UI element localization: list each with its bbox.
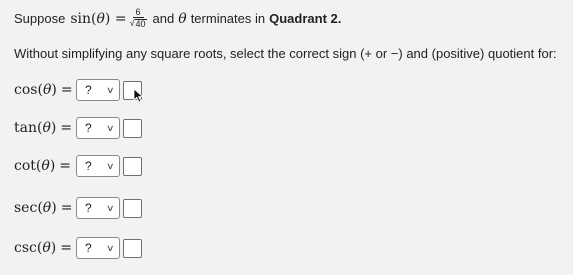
tan-answer-box[interactable] — [123, 119, 142, 138]
mouse-cursor-icon — [133, 88, 144, 108]
tan-row — [14, 116, 142, 140]
sine-expression: sin(θ) = — [70, 10, 127, 27]
csc-row — [14, 236, 142, 260]
cos-label: cos(θ) = — [14, 82, 73, 98]
cos-select-value: ? — [85, 83, 92, 97]
cos-row — [14, 78, 142, 102]
chevron-down-icon: ∨ — [106, 202, 115, 213]
sine-fraction — [130, 8, 147, 30]
radicand: 40 — [135, 19, 146, 30]
csc-answer-box[interactable] — [123, 239, 142, 258]
cot-select-value: ? — [85, 159, 92, 173]
csc-label: csc(θ) = — [14, 240, 72, 256]
fraction-denominator — [130, 18, 147, 29]
premise-prefix: Suppose — [14, 11, 66, 27]
cot-label: cot(θ) = — [14, 158, 72, 174]
quadrant-label: Quadrant 2. — [269, 11, 342, 27]
csc-sign-select[interactable] — [76, 237, 120, 259]
cos-sign-select[interactable] — [76, 79, 120, 101]
fraction-numerator: 6 — [133, 8, 144, 18]
equals-sign: = — [114, 10, 127, 27]
theta-symbol: θ — [178, 10, 187, 27]
sine-function: sin — [70, 10, 92, 27]
cot-sign-select[interactable] — [76, 155, 120, 177]
tan-label: tan(θ) = — [14, 120, 73, 136]
sine-argument: θ — [96, 10, 105, 27]
chevron-down-icon: ∨ — [106, 160, 115, 171]
instruction-text: Without simplifying any square roots, select the correct sign (+ or −) and (positive) quotient for: — [14, 46, 557, 61]
problem-statement — [14, 8, 341, 30]
sec-row — [14, 196, 142, 220]
cot-row — [14, 154, 142, 178]
premise-terminates: terminates in — [190, 11, 266, 27]
chevron-down-icon: ∨ — [106, 242, 115, 253]
tan-select-value: ? — [85, 121, 92, 135]
cot-answer-box[interactable] — [123, 157, 142, 176]
sec-answer-box[interactable] — [123, 199, 142, 218]
csc-select-value: ? — [85, 241, 92, 255]
sec-select-value: ? — [85, 201, 92, 215]
premise-and: and — [152, 11, 175, 27]
chevron-down-icon: ∨ — [106, 84, 115, 95]
square-root — [130, 19, 147, 29]
tan-sign-select[interactable] — [76, 117, 120, 139]
radical-icon: √ — [129, 18, 135, 29]
sec-label: sec(θ) = — [14, 200, 73, 216]
sec-sign-select[interactable] — [76, 197, 120, 219]
chevron-down-icon: ∨ — [106, 122, 115, 133]
